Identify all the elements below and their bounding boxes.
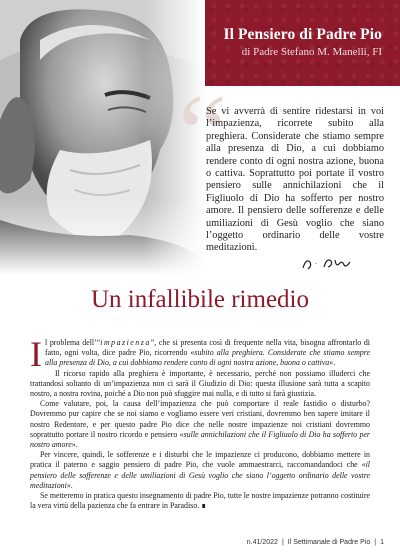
column-author: di Padre Stefano M. Manelli, FI <box>241 46 382 58</box>
portrait-image <box>0 0 205 275</box>
issue-number: n.41/2022 <box>246 539 278 546</box>
paragraph-4: Per vincere, quindi, le sofferenze e i disturbi che le impazienze ci producono, dobbiamo mettere in pratica il paterno e saggio pensiero di padre Pio, che vuole ammaestrarci, raccomandandoci che «il pensiero delle sofferenze e delle umiliazioni di Gesù voglio che siano l’oggetto ordinario delle vostre meditazioni». <box>30 450 370 490</box>
paragraph-5: Se metteremo in pratica questo insegnamento di padre Pio, tutte le nostre impazienze potranno costituire la vera virtù della pazienza che fa entrare in Paradiso. ∎ <box>30 491 370 511</box>
publication-name: Il Settimanale di Padre Pio <box>287 539 371 546</box>
paragraph-2: Il ricorso rapido alla preghiera è importante, è necessario, perché non possiamo illuderci che trattandosi soltanto di un’impazienza non ci sarà il Giudizio di Dio: questa illusione sarà tutta a scapito nostro, a nostra rovina, poiché a Dio non può sfuggire mai nulla, e di tutto si farà giustizia. <box>30 368 370 399</box>
paragraph-1: Il problema dell’“impazienza”, che si presenta così di frequente nella vita, bisogna affrontarlo di fatto, ogni volta, dice padre Pio, ricorrendo «subito alla preghiera. Considerate che stiamo sempre alla presenza di Dio, a cui dobbiamo rendere conto di ogni nostra azione, buona o cattiva». <box>30 334 370 374</box>
article-title: Un infallibile rimedio <box>90 286 309 313</box>
drop-cap: I <box>30 334 42 374</box>
paragraph-3: Come valutare, poi, la causa dell’impazienza che può comportare il reale fastidio o disturbo? Dovremmo pur capire che se noi siamo e vogliamo essere veri cristiani, dovremmo ben sapere imitare il nostro Redentore, e per questo padre Pio dice che nelle nostre impazienze noi cristiani dovremmo soprattutto portare il nostro ricordo e pensiero «sulle annichilazioni che il Figliuolo di Dio ha sofferto per nostro amore». <box>30 399 370 450</box>
quote-mark-icon: “ <box>178 72 227 194</box>
article-body <box>30 334 370 511</box>
page-number: 1 <box>380 539 384 546</box>
column-title: Il Pensiero di Padre Pio <box>223 26 382 43</box>
end-mark-icon: ∎ <box>201 501 207 511</box>
pull-quote: Se vi avverrà di sentire ridestarsi in voi l’impazienza, ricorrete subito alla preghiera. Considerate che stiamo sempre alla presenza di Dio, a cui dobbiamo rendere conto di ogni nostra azione, buona o cattiva. Soprattutto poi portate il vostro pensiero sulle annichilazioni che il Figliuolo di Dio ha sofferto per nostro amore. Il pensiero delle sofferenze e delle umiliazioni di Gesù voglio che siano l’oggetto ordinario delle vostre meditazioni. <box>206 106 384 254</box>
signature-icon <box>300 254 360 272</box>
page-footer: n.41/2022 | Il Settimanale di Padre Pio | 1 <box>246 539 384 546</box>
